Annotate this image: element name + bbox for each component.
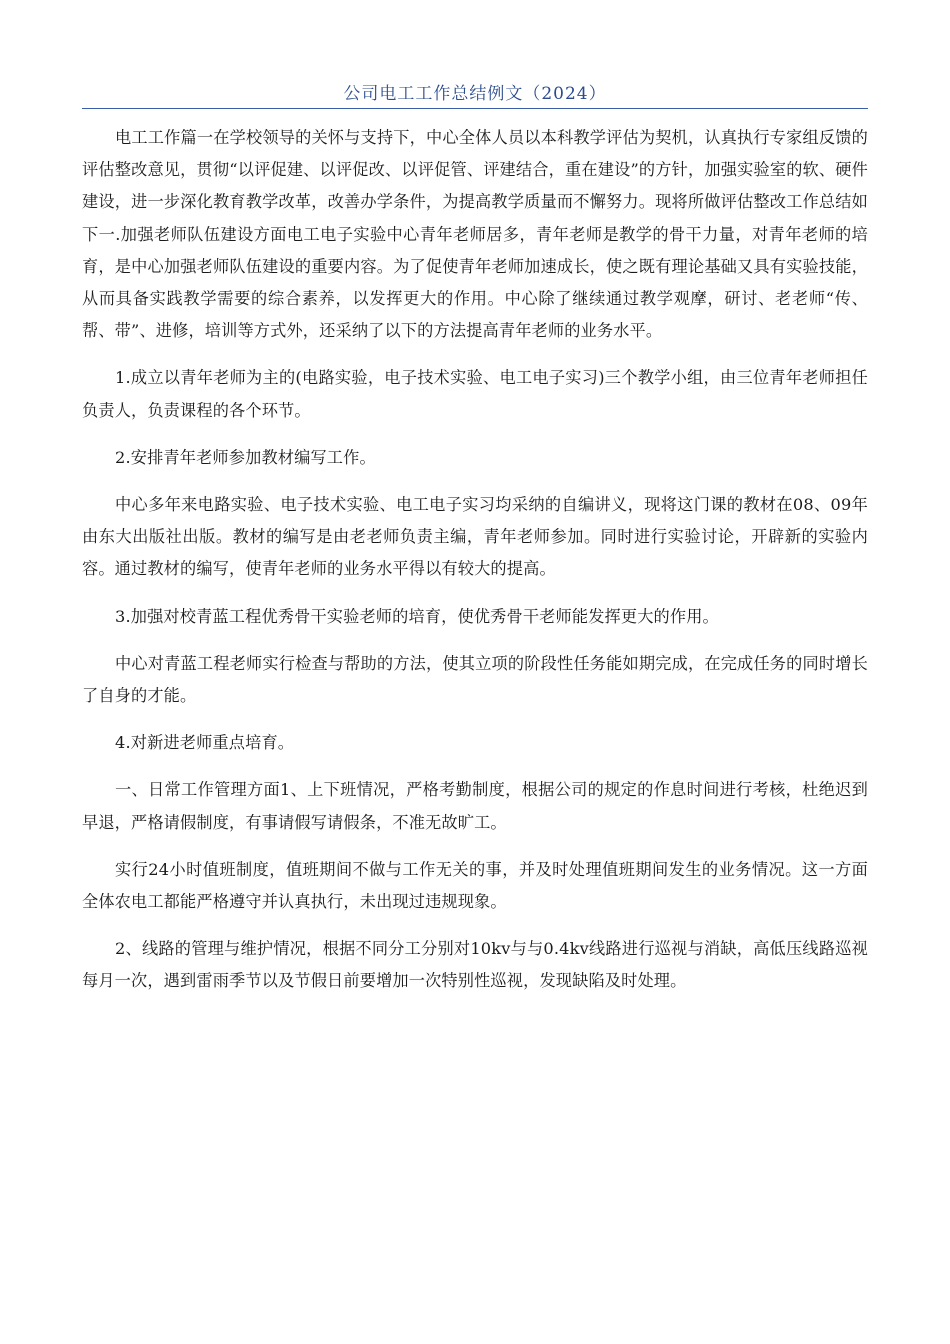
paragraph-duty-system: 实行24小时值班制度，值班期间不做与工作无关的事，并及时处理值班期间发生的业务情况。这一方面全体农电工都能严格遵守并认真执行，未出现过违规现象。 (82, 859, 868, 912)
paragraph-line-maintenance: 2、线路的管理与维护情况，根据不同分工分别对10kv与与0.4kv线路进行巡视与消缺，高低压线路巡视每月一次，遇到雷雨季节以及节假日前要增加一次特别性巡视，发现缺陷及时处理。 (82, 939, 868, 991)
paragraph-item-1: 1.成立以青年老师为主的(电路实验，电子技术实验、电工电子实习)三个教学小组，由三位青年老师担任负责人，负责课程的各个环节。 (82, 368, 868, 420)
paragraph-item-3: 3.加强对校青蓝工程优秀骨干实验老师的培育，使优秀骨干老师能发挥更大的作用。 (115, 606, 719, 626)
paragraph-daily-management: 一、日常工作管理方面1、上下班情况，严格考勤制度，根据公司的规定的作息时间进行考核，杜绝迟到早退，严格请假制度，有事请假写请假条，不准无故旷工。 (82, 780, 868, 832)
paragraph-intro: 电工工作篇一在学校领导的关怀与支持下，中心全体人员以本科教学评估为契机，认真执行专家组反馈的评估整改意见，贯彻“以评促建、以评促改、以评促管、评建结合，重在建设”的方针，加强实验室的软、硬件建设，进一步深化教育教学改革，改善办学条件，为提高教学质量而不懈努力。现将所做评估整改工作总结如下一.加强老师队伍建设方面电工电子实验中心青年老师居多，青年老师是教学的骨干力量，对青年老师的培育，是中心加强老师队伍建设的重要内容。为了促使青年老师加速成长，使之既有理论基础又具有实验技能，从而具备实践教学需要的综合素养，以发挥更大的作用。中心除了继续通过教学观摩，研讨、老老师“传、帮、带”、进修，培训等方式外，还采纳了以下的方法提高青年老师的业务水平。 (82, 128, 868, 341)
document-body (82, 122, 868, 1013)
paragraph-qinglan: 中心对青蓝工程老师实行检查与帮助的方法，使其立项的阶段性任务能如期完成，在完成任务的同时增长了自身的才能。 (82, 653, 868, 706)
paragraph-item-2: 2.安排青年老师参加教材编写工作。 (115, 447, 376, 467)
header-divider (82, 108, 868, 109)
document-header (82, 80, 868, 110)
paragraph-item-4: 4.对新进老师重点培育。 (115, 733, 295, 753)
paragraph-textbook: 中心多年来电路实验、电子技术实验、电工电子实习均采纳的自编讲义，现将这门课的教材在08、09年由东大出版社出版。教材的编写是由老老师负责主编，青年老师参加。同时进行实验讨论，开辟新的实验内容。通过教材的编写，使青年老师的业务水平得以有较大的提高。 (82, 495, 868, 579)
document-title: 公司电工工作总结例文（2024） (343, 84, 607, 104)
